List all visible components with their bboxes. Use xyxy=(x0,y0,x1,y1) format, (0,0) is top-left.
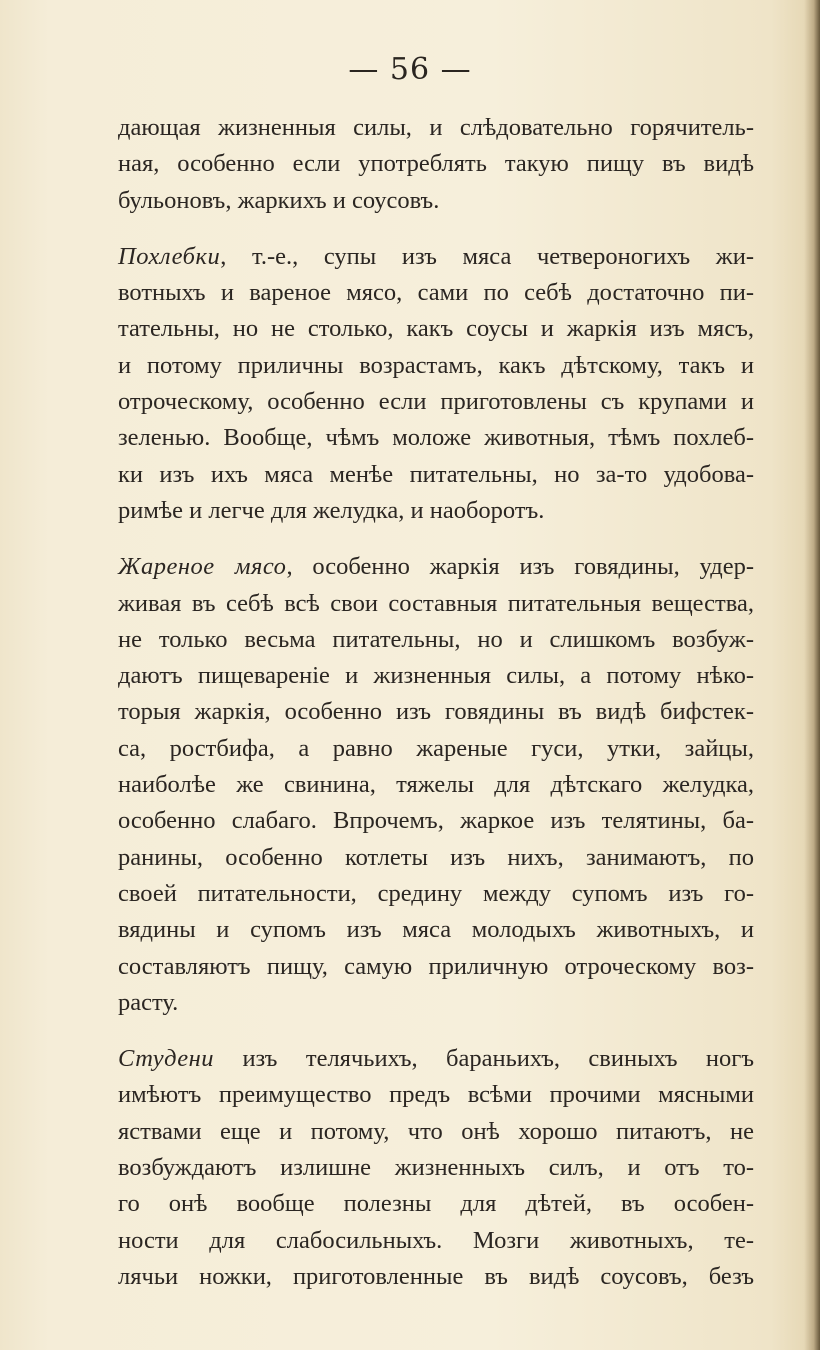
text-line: Похлебки, т.-е., супы изъ мяса четвероногихъ жи- xyxy=(118,242,754,270)
text-line: вядины и супомъ изъ мяса молодыхъ животныхъ, и xyxy=(118,916,754,944)
text-line: живая въ себѣ всѣ свои составныя питательныя вещества, xyxy=(118,589,754,617)
text-line: яствами еще и потому, что онѣ хорошо питаютъ, не xyxy=(118,1117,754,1145)
text-line: дающая жизненныя силы, и слѣдовательно горячитель- xyxy=(118,114,754,141)
paragraph-lead: Похлебки xyxy=(118,242,221,270)
text-line: расту. xyxy=(118,988,179,1016)
text-line: зеленью. Вообще, чѣмъ моложе животныя, тѣмъ похлеб- xyxy=(118,424,754,452)
page-body xyxy=(118,110,754,1295)
text-line: даютъ пищевареніе и жизненныя силы, а потому нѣко- xyxy=(118,662,754,690)
page-edge-shadow xyxy=(804,0,820,1350)
page-number: — 56 — xyxy=(348,52,472,87)
text-line: ности для слабосильныхъ. Мозги животныхъ, те- xyxy=(118,1226,754,1254)
text-line: Студени изъ телячьихъ, бараньихъ, свиныхъ ногъ xyxy=(118,1045,754,1073)
text-line: своей питательности, средину между супомъ изъ го- xyxy=(118,879,754,907)
text-line: имѣютъ преимущество предъ всѣми прочими мясными xyxy=(118,1081,754,1109)
text-line: торыя жаркія, особенно изъ говядины въ видѣ бифстек- xyxy=(118,698,754,726)
text-line: особенно слабаго. Впрочемъ, жаркое изъ телятины, ба- xyxy=(118,807,754,835)
text-line: ки изъ ихъ мяса менѣе питательны, но за-то удобова- xyxy=(118,460,754,488)
text-line: бульоновъ, жаркихъ и соусовъ. xyxy=(118,186,440,214)
paragraph-lead: Студени xyxy=(118,1045,215,1073)
text-line: и потому приличны возрастамъ, какъ дѣтскому, такъ и xyxy=(118,351,754,379)
text-line: не только весьма питательны, но и слишкомъ возбуж- xyxy=(118,625,754,653)
text-line: ная, особенно если употреблять такую пищу въ видѣ xyxy=(118,150,754,178)
text-line: го онѣ вообще полезны для дѣтей, въ особен- xyxy=(118,1190,754,1218)
text-line: са, ростбифа, а равно жареные гуси, утки, зайцы, xyxy=(118,734,754,762)
text-line: возбуждаютъ излишне жизненныхъ силъ, и отъ то- xyxy=(118,1154,754,1182)
paragraph-lead: Жареное мясо xyxy=(118,553,287,581)
text-line: лячьи ножки, приготовленные въ видѣ соусовъ, безъ xyxy=(118,1262,754,1290)
text-line: составляютъ пищу, самую приличную отроческому воз- xyxy=(118,952,754,980)
text-line: отроческому, особенно если приготовлены съ крупами и xyxy=(118,388,754,416)
text-line: римѣе и легче для желудка, и наоборотъ. xyxy=(118,496,545,524)
text-line: тательны, но не столько, какъ соусы и жаркія изъ мясъ, xyxy=(118,315,754,343)
text-line: вотныхъ и вареное мясо, сами по себѣ достаточно пи- xyxy=(118,279,754,307)
text-line: ранины, особенно котлеты изъ нихъ, занимаютъ, по xyxy=(118,843,754,871)
text-line: Жареное мясо, особенно жаркія изъ говядины, удер- xyxy=(118,553,754,581)
text-line: наиболѣе же свинина, тяжелы для дѣтскаго желудка, xyxy=(118,771,754,799)
